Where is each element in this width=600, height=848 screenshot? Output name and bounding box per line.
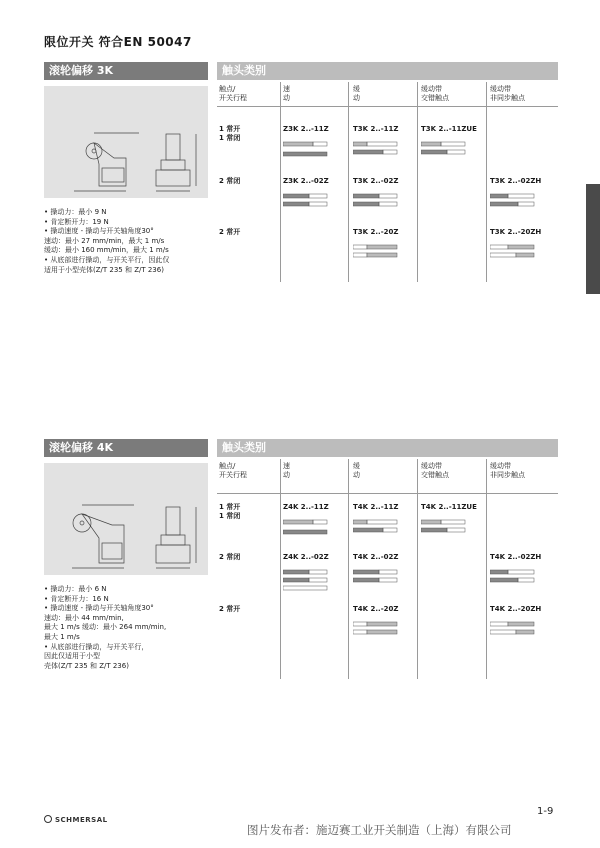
contact-diagram <box>421 136 483 164</box>
section-3k <box>44 62 558 282</box>
contact-diagram <box>283 188 345 216</box>
spec-line: • 操动速度 - 操动与开关轴角度30° <box>44 227 154 236</box>
table-title: 触头类别 <box>217 439 558 457</box>
model-code: T3K 2..-11ZUE <box>421 125 477 133</box>
model-code: T4K 2..-11ZUE <box>421 503 477 511</box>
model-code: T4K 2..-02Z <box>353 553 399 561</box>
contact-diagram <box>353 136 415 164</box>
divider <box>348 82 349 282</box>
col-header-slow-overlap: 缓动带 交错触点 <box>421 462 449 479</box>
row-label: 1 常开 1 常闭 <box>219 125 241 142</box>
model-code: T3K 2..-11Z <box>353 125 399 133</box>
contact-diagram <box>421 514 483 542</box>
divider <box>348 459 349 679</box>
contact-diagram <box>353 514 415 542</box>
spec-list <box>44 585 214 671</box>
page-title: 限位开关 符合EN 50047 <box>44 35 192 49</box>
col-header-snap: 速 动 <box>283 85 290 102</box>
contact-diagram <box>353 188 415 216</box>
model-code: T3K 2..-02Z <box>353 177 399 185</box>
row-label: 2 常闭 <box>219 177 241 185</box>
divider <box>486 82 487 282</box>
brand-name: SCHMERSAL <box>55 816 108 824</box>
contact-diagram <box>490 239 552 267</box>
dimension-drawing <box>44 463 208 575</box>
contact-diagram <box>490 188 552 216</box>
model-code: Z4K 2..-11Z <box>283 503 329 511</box>
brand-logo <box>44 815 108 824</box>
dimension-drawing <box>44 86 208 198</box>
section-4k <box>44 439 558 679</box>
contact-diagram <box>353 616 415 644</box>
spec-list <box>44 208 214 275</box>
divider <box>280 459 281 679</box>
model-code: T4K 2..-02ZH <box>490 553 542 561</box>
contact-diagram <box>283 136 345 164</box>
spec-line: 速动：最小 44 mm/min, <box>44 613 124 622</box>
contact-diagram <box>283 514 345 542</box>
contact-diagram <box>283 564 345 596</box>
divider <box>417 82 418 282</box>
spec-line: 最大 1 m/s 缓动：最小 264 mm/min, <box>44 623 167 632</box>
contact-diagram <box>353 239 415 267</box>
page-number: 1-9 <box>537 806 554 817</box>
contact-diagram <box>490 564 552 592</box>
col-header-slow: 缓 动 <box>353 85 360 102</box>
section-title: 滚轮偏移 4K <box>44 439 208 457</box>
col-header-slow-overlap: 缓动带 交错触点 <box>421 85 449 102</box>
section-title: 滚轮偏移 3K <box>44 62 208 80</box>
spec-line: 壳体(Z/T 235 和 Z/T 236) <box>44 661 129 670</box>
divider <box>217 106 558 107</box>
row-label: 2 常开 <box>219 228 241 236</box>
spec-line: • 从底部进行操动，与开关平行，因此仅 <box>44 255 170 264</box>
table-title: 触头类别 <box>217 62 558 80</box>
col-header-slow-async: 缓动带 非同步触点 <box>490 85 525 102</box>
spec-line: • 操动力：最小 6 N <box>44 585 107 593</box>
row-label: 1 常开 1 常闭 <box>219 503 241 520</box>
col-header-snap: 速 动 <box>283 462 290 479</box>
spec-line: • 操动力：最小 9 N <box>44 208 107 216</box>
spec-line: 最大 1 m/s <box>44 632 80 641</box>
divider <box>280 82 281 282</box>
model-code: T3K 2..-02ZH <box>490 177 542 185</box>
brand-mark-icon <box>44 815 52 823</box>
spec-line: 缓动：最小 160 mm/min，最大 1 m/s <box>44 246 169 255</box>
model-code: Z3K 2..-02Z <box>283 177 329 185</box>
contact-diagram <box>353 564 415 592</box>
col-header-slow: 缓 动 <box>353 462 360 479</box>
chapter-tab <box>586 184 600 294</box>
model-code: Z3K 2..-11Z <box>283 125 329 133</box>
model-code: T3K 2..-20Z <box>353 228 399 236</box>
divider <box>217 493 558 494</box>
model-code: T3K 2..-20ZH <box>490 228 542 236</box>
footer-credit: 图片发布者：施迈赛工业开关制造（上海）有限公司 <box>247 823 512 837</box>
spec-line: • 操动速度 - 操动与开关轴角度30° <box>44 604 154 613</box>
spec-line: 速动：最小 27 mm/min，最大 1 m/s <box>44 236 165 245</box>
row-label: 2 常开 <box>219 605 241 613</box>
model-code: T4K 2..-20Z <box>353 605 399 613</box>
model-code: T4K 2..-11Z <box>353 503 399 511</box>
col-header-slow-async: 缓动带 非同步触点 <box>490 462 525 479</box>
divider <box>486 459 487 679</box>
model-code: T4K 2..-20ZH <box>490 605 542 613</box>
spec-line: • 肯定断开力：19 N <box>44 217 109 226</box>
model-code: Z4K 2..-02Z <box>283 553 329 561</box>
spec-line: 因此仅适用于小型 <box>44 652 100 661</box>
divider <box>417 459 418 679</box>
spec-line: • 从底部进行操动，与开关平行， <box>44 642 149 651</box>
spec-line: • 肯定断开力：16 N <box>44 594 109 603</box>
spec-line: 适用于小型壳体(Z/T 235 和 Z/T 236) <box>44 265 164 274</box>
col-header-contacts: 触点/ 开关行程 <box>219 462 247 479</box>
row-label: 2 常闭 <box>219 553 241 561</box>
col-header-contacts: 触点/ 开关行程 <box>219 85 247 102</box>
contact-diagram <box>490 616 552 644</box>
